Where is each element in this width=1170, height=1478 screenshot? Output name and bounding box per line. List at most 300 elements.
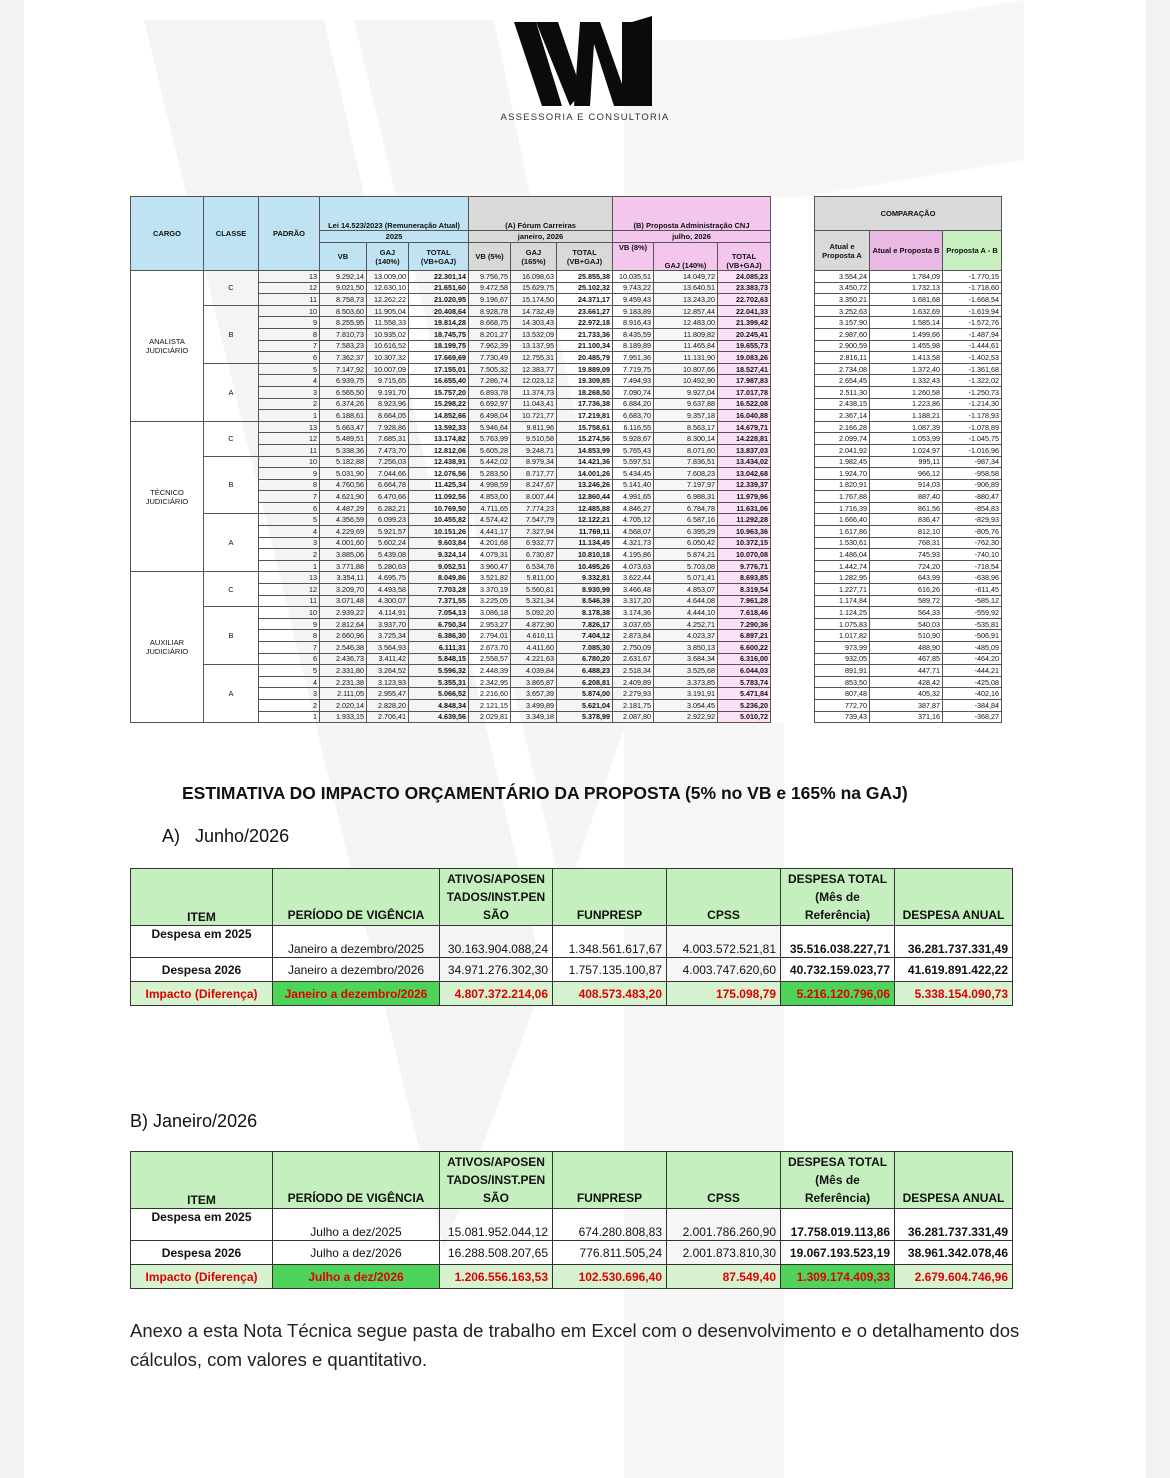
value-cell: 887,40	[870, 491, 943, 503]
table-row	[131, 699, 1002, 711]
padrao-cell: 13	[259, 271, 320, 283]
value-cell: 21.020,95	[409, 294, 469, 306]
budget-periodo-cell: Janeiro a dezembro/2026	[273, 982, 440, 1006]
padrao-cell: 6	[259, 502, 320, 514]
padrao-cell: 12	[259, 584, 320, 596]
value-cell: 1.174,84	[815, 595, 870, 607]
value-cell: 6.780,20	[557, 653, 613, 665]
padrao-cell: 11	[259, 294, 320, 306]
classe-cell: C	[204, 572, 259, 607]
value-cell: 13.009,00	[367, 271, 409, 283]
value-cell: 3.123,93	[367, 676, 409, 688]
value-cell: 5.597,51	[613, 456, 654, 468]
value-cell: 8.071,60	[654, 444, 718, 456]
value-cell: 10.769,50	[409, 502, 469, 514]
value-cell: 18.527,41	[718, 363, 771, 375]
table-row	[131, 642, 1002, 654]
value-cell: 4.872,90	[511, 618, 557, 630]
padrao-cell: 11	[259, 595, 320, 607]
value-cell: 12.485,88	[557, 502, 613, 514]
table-row	[131, 711, 1002, 723]
value-cell: 12.076,56	[409, 468, 469, 480]
value-cell: 10.007,09	[367, 363, 409, 375]
value-cell: 11.131,90	[654, 352, 718, 364]
value-cell: 6.893,78	[469, 386, 511, 398]
header-funpresp: FUNPRESP	[553, 1152, 667, 1209]
value-cell: 7.371,55	[409, 595, 469, 607]
header-cnj-date: julho, 2026	[613, 231, 771, 243]
value-cell: 6.470,66	[367, 491, 409, 503]
table-row	[131, 584, 1002, 596]
value-cell: 13.837,03	[718, 444, 771, 456]
padrao-cell: 9	[259, 468, 320, 480]
classe-cell: A	[204, 514, 259, 572]
value-cell: 1.260,58	[870, 386, 943, 398]
value-cell: 836,47	[870, 514, 943, 526]
value-cell: 5.280,63	[367, 560, 409, 572]
value-cell: 4.411,60	[511, 642, 557, 654]
value-cell: 4.356,59	[320, 514, 367, 526]
value-cell: -1.619,94	[943, 305, 1002, 317]
budget-ativos-cell: 34.971.276.302,30	[440, 958, 553, 982]
value-cell: 7.719,75	[613, 363, 654, 375]
value-cell: 12.857,44	[654, 305, 718, 317]
value-cell: 4.229,69	[320, 526, 367, 538]
value-cell: 10.035,51	[613, 271, 654, 283]
value-cell: 1.982,45	[815, 456, 870, 468]
value-cell: 21.733,36	[557, 328, 613, 340]
value-cell: 1.933,15	[320, 711, 367, 723]
table-row	[131, 328, 1002, 340]
value-cell: 3.191,91	[654, 688, 718, 700]
value-cell: 1.223,86	[870, 398, 943, 410]
value-cell: 5.066,52	[409, 688, 469, 700]
value-cell: 6.099,23	[367, 514, 409, 526]
value-cell: 8.717,77	[511, 468, 557, 480]
value-cell: 932,05	[815, 653, 870, 665]
budget-row	[131, 1241, 1013, 1265]
value-cell: 5.378,99	[557, 711, 613, 723]
padrao-cell: 3	[259, 537, 320, 549]
value-cell: 1.499,66	[870, 328, 943, 340]
value-cell: 13.532,09	[511, 328, 557, 340]
value-cell: -762,30	[943, 537, 1002, 549]
value-cell: 966,12	[870, 468, 943, 480]
table-row	[131, 294, 1002, 306]
value-cell: 1.455,98	[870, 340, 943, 352]
value-cell: 3.865,87	[511, 676, 557, 688]
value-cell: 467,85	[870, 653, 943, 665]
table-row	[131, 282, 1002, 294]
value-cell: 2.546,38	[320, 642, 367, 654]
value-cell: 3.657,39	[511, 688, 557, 700]
value-cell: 13.243,20	[654, 294, 718, 306]
value-cell: 15.758,61	[557, 421, 613, 433]
value-cell: 7.730,49	[469, 352, 511, 364]
value-cell: 8.923,96	[367, 398, 409, 410]
value-cell: 4.695,75	[367, 572, 409, 584]
value-cell: 3.354,11	[320, 572, 367, 584]
value-cell: 510,90	[870, 630, 943, 642]
budget-ativos-cell: 15.081.952.044,12	[440, 1209, 553, 1241]
value-cell: 4.853,00	[469, 491, 511, 503]
value-cell: -425,08	[943, 676, 1002, 688]
value-cell: 1.075,83	[815, 618, 870, 630]
value-cell: 6.664,78	[367, 479, 409, 491]
value-cell: 6.374,26	[320, 398, 367, 410]
value-cell: -1.322,02	[943, 375, 1002, 387]
value-cell: 6.750,34	[409, 618, 469, 630]
value-cell: 8.563,17	[654, 421, 718, 433]
value-cell: 3.564,93	[367, 642, 409, 654]
value-cell: 5.031,90	[320, 468, 367, 480]
value-cell: 11.043,41	[511, 398, 557, 410]
value-cell: 7.085,30	[557, 642, 613, 654]
value-cell: 3.225,05	[469, 595, 511, 607]
value-cell: 16.522,08	[718, 398, 771, 410]
padrao-cell: 1	[259, 560, 320, 572]
table-row	[131, 271, 1002, 283]
budget-funpresp-cell: 776.811.505,24	[553, 1241, 667, 1265]
table-row	[131, 479, 1002, 491]
value-cell: 11.769,11	[557, 526, 613, 538]
value-cell: -854,83	[943, 502, 1002, 514]
value-cell: -1.444,61	[943, 340, 1002, 352]
value-cell: 540,03	[870, 618, 943, 630]
header-item: ITEM	[131, 1152, 273, 1209]
value-cell: -1.016,96	[943, 444, 1002, 456]
budget-funpresp-cell: 408.573.483,20	[553, 982, 667, 1006]
table-row	[131, 676, 1002, 688]
value-cell: -829,93	[943, 514, 1002, 526]
value-cell: 5.602,24	[367, 537, 409, 549]
value-cell: 10.616,52	[367, 340, 409, 352]
value-cell: 488,90	[870, 642, 943, 654]
padrao-cell: 6	[259, 653, 320, 665]
value-cell: 2.020,14	[320, 699, 367, 711]
table-row	[131, 421, 1002, 433]
value-cell: 7.290,36	[718, 618, 771, 630]
value-cell: -1.668,54	[943, 294, 1002, 306]
table-row	[131, 630, 1002, 642]
value-cell: 5.811,00	[511, 572, 557, 584]
value-cell: 739,43	[815, 711, 870, 723]
budget-total-cell: 19.067.193.523,19	[781, 1241, 895, 1265]
value-cell: 2.409,89	[613, 676, 654, 688]
value-cell: 2.438,15	[815, 398, 870, 410]
value-cell: 9.637,88	[654, 398, 718, 410]
padrao-cell: 6	[259, 352, 320, 364]
value-cell: 11.092,56	[409, 491, 469, 503]
classe-cell: A	[204, 363, 259, 421]
header-ativos: ATIVOS/APOSENTADOS/INST.PENSÃO	[440, 1152, 553, 1209]
padrao-cell: 8	[259, 630, 320, 642]
value-cell: 8.758,73	[320, 294, 367, 306]
value-cell: 5.489,51	[320, 433, 367, 445]
value-cell: 14.303,43	[511, 317, 557, 329]
value-cell: 4.252,71	[654, 618, 718, 630]
value-cell: 4.991,65	[613, 491, 654, 503]
value-cell: 6.316,00	[718, 653, 771, 665]
value-cell: 6.208,81	[557, 676, 613, 688]
value-cell: 22.301,14	[409, 271, 469, 283]
padrao-cell: 9	[259, 317, 320, 329]
value-cell: 2.231,38	[320, 676, 367, 688]
value-cell: 2.812,64	[320, 618, 367, 630]
value-cell: 1.188,21	[870, 410, 943, 422]
padrao-cell: 1	[259, 410, 320, 422]
value-cell: 8.930,99	[557, 584, 613, 596]
value-cell: 807,48	[815, 688, 870, 700]
value-cell: 14.049,72	[654, 271, 718, 283]
table-row	[131, 560, 1002, 572]
value-cell: 3.264,52	[367, 665, 409, 677]
value-cell: 6.784,78	[654, 502, 718, 514]
value-cell: -1.045,75	[943, 433, 1002, 445]
value-cell: 2.511,30	[815, 386, 870, 398]
value-cell: 7.505,32	[469, 363, 511, 375]
padrao-cell: 11	[259, 444, 320, 456]
table-row	[131, 317, 1002, 329]
value-cell: 5.763,99	[469, 433, 511, 445]
value-cell: 4.705,12	[613, 514, 654, 526]
value-cell: 4.300,07	[367, 595, 409, 607]
value-cell: 18.199,75	[409, 340, 469, 352]
budget-cpss-cell: 175.098,79	[667, 982, 781, 1006]
estimate-heading: ESTIMATIVA DO IMPACTO ORÇAMENTÁRIO DA PROPOSTA (5% no VB e 165% na GAJ)	[182, 783, 908, 803]
budget-cpss-cell: 87.549,40	[667, 1265, 781, 1289]
value-cell: 2.706,41	[367, 711, 409, 723]
value-cell: 24.085,23	[718, 271, 771, 283]
value-cell: 1.666,40	[815, 514, 870, 526]
budget-periodo-cell: Janeiro a dezembro/2026	[273, 958, 440, 982]
table-row	[131, 618, 1002, 630]
table-row	[131, 444, 1002, 456]
value-cell: 1.413,58	[870, 352, 943, 364]
budget-item-cell: Impacto (Diferença)	[131, 1265, 273, 1289]
value-cell: 9.776,71	[718, 560, 771, 572]
value-cell: 17.219,81	[557, 410, 613, 422]
value-cell: 2.342,95	[469, 676, 511, 688]
value-cell: 3.771,88	[320, 560, 367, 572]
budget-anual-cell: 41.619.891.422,22	[895, 958, 1013, 982]
padrao-cell: 12	[259, 282, 320, 294]
value-cell: 8.979,34	[511, 456, 557, 468]
value-cell: 7.583,23	[320, 340, 367, 352]
value-cell: 7.473,70	[367, 444, 409, 456]
value-cell: 7.044,66	[367, 468, 409, 480]
value-cell: 6.683,70	[613, 410, 654, 422]
value-cell: 9.357,18	[654, 410, 718, 422]
budget-periodo-cell: Julho a dez/2025	[273, 1209, 440, 1241]
budget-total-cell: 5.216.120.796,06	[781, 982, 895, 1006]
value-cell: 914,03	[870, 479, 943, 491]
value-cell: 6.386,30	[409, 630, 469, 642]
value-cell: 387,87	[870, 699, 943, 711]
value-cell: 2.631,67	[613, 653, 654, 665]
value-cell: -1.718,60	[943, 282, 1002, 294]
value-cell: 8.916,43	[613, 317, 654, 329]
value-cell: 22.041,33	[718, 305, 771, 317]
value-cell: 5.338,36	[320, 444, 367, 456]
table-row	[131, 375, 1002, 387]
table-row	[131, 688, 1002, 700]
budget-header-row	[131, 1152, 1013, 1209]
value-cell: 12.383,77	[511, 363, 557, 375]
classe-cell: B	[204, 305, 259, 363]
value-cell: 6.498,04	[469, 410, 511, 422]
value-cell: 11.558,33	[367, 317, 409, 329]
value-cell: 4.001,60	[320, 537, 367, 549]
padrao-cell: 10	[259, 607, 320, 619]
value-cell: 2.099,74	[815, 433, 870, 445]
value-cell: 8.201,27	[469, 328, 511, 340]
value-cell: -585,12	[943, 595, 1002, 607]
value-cell: 2.794,01	[469, 630, 511, 642]
table-row	[131, 352, 1002, 364]
padrao-cell: 4	[259, 526, 320, 538]
value-cell: 2.367,14	[815, 410, 870, 422]
value-cell: 5.946,64	[469, 421, 511, 433]
closing-paragraph: Anexo a esta Nota Técnica segue pasta de trabalho em Excel com o desenvolvimento e o detalhamento dos cálculos, com valores e quantitativo.	[130, 1320, 1020, 1370]
value-cell: 7.327,94	[511, 526, 557, 538]
value-cell: 15.629,75	[511, 282, 557, 294]
value-cell: 1.820,91	[815, 479, 870, 491]
padrao-cell: 2	[259, 549, 320, 561]
budget-row	[131, 1265, 1013, 1289]
header-periodo: PERÍODO DE VIGÊNCIA	[273, 869, 440, 926]
value-cell: 19.889,09	[557, 363, 613, 375]
value-cell: -535,81	[943, 618, 1002, 630]
budget-row	[131, 982, 1013, 1006]
value-cell: 5.783,74	[718, 676, 771, 688]
value-cell: 5.141,40	[613, 479, 654, 491]
value-cell: 6.600,22	[718, 642, 771, 654]
value-cell: 18.268,50	[557, 386, 613, 398]
value-cell: 10.070,08	[718, 549, 771, 561]
value-cell: 5.442,02	[469, 456, 511, 468]
section-b-title: B) Janeiro/2026	[130, 1111, 258, 1131]
value-cell: 6.932,77	[511, 537, 557, 549]
padrao-cell: 4	[259, 375, 320, 387]
value-cell: 2.121,15	[469, 699, 511, 711]
value-cell: 16.040,88	[718, 410, 771, 422]
value-cell: 11.134,45	[557, 537, 613, 549]
value-cell: 1.732,13	[870, 282, 943, 294]
value-cell: 8.007,44	[511, 491, 557, 503]
value-cell: -444,21	[943, 665, 1002, 677]
header-proposta-cnj: (B) Proposta Administração CNJ	[613, 197, 771, 231]
value-cell: 5.560,81	[511, 584, 557, 596]
value-cell: 9.332,81	[557, 572, 613, 584]
padrao-cell: 5	[259, 665, 320, 677]
value-cell: 23.661,27	[557, 305, 613, 317]
value-cell: 643,99	[870, 572, 943, 584]
value-cell: 7.362,37	[320, 352, 367, 364]
value-cell: 11.631,06	[718, 502, 771, 514]
value-cell: 10.807,66	[654, 363, 718, 375]
value-cell: 10.307,32	[367, 352, 409, 364]
value-cell: 3.086,18	[469, 607, 511, 619]
value-cell: 6.050,42	[654, 537, 718, 549]
header-total-b: TOTAL (VB+GAJ)	[718, 243, 771, 271]
value-cell: -987,34	[943, 456, 1002, 468]
value-cell: 5.765,43	[613, 444, 654, 456]
value-cell: 4.848,34	[409, 699, 469, 711]
header-funpresp: FUNPRESP	[553, 869, 667, 926]
header-cargo: CARGO	[131, 197, 204, 271]
value-cell: -368,27	[943, 711, 1002, 723]
header-forum: (A) Fórum Carreiras	[469, 197, 613, 231]
value-cell: 2.181,75	[613, 699, 654, 711]
padrao-cell: 12	[259, 433, 320, 445]
value-cell: 724,20	[870, 560, 943, 572]
value-cell: 11.905,04	[367, 305, 409, 317]
header-periodo: PERÍODO DE VIGÊNCIA	[273, 1152, 440, 1209]
header-atual: Lei 14.523/2023 (Remuneração Atual)	[320, 197, 469, 231]
value-cell: 2.750,09	[613, 642, 654, 654]
value-cell: -464,20	[943, 653, 1002, 665]
budget-anual-cell: 36.281.737.331,49	[895, 926, 1013, 958]
value-cell: 3.054,45	[654, 699, 718, 711]
value-cell: 24.371,17	[557, 294, 613, 306]
value-cell: 8.503,60	[320, 305, 367, 317]
table-row	[131, 456, 1002, 468]
budget-funpresp-cell: 1.348.561.617,67	[553, 926, 667, 958]
value-cell: 10.455,82	[409, 514, 469, 526]
value-cell: 4.711,65	[469, 502, 511, 514]
value-cell: 3.071,48	[320, 595, 367, 607]
budget-total-cell: 17.758.019.113,86	[781, 1209, 895, 1241]
value-cell: 7.962,39	[469, 340, 511, 352]
value-cell: 13.174,82	[409, 433, 469, 445]
value-cell: -638,96	[943, 572, 1002, 584]
value-cell: 2.955,47	[367, 688, 409, 700]
value-cell: 7.951,36	[613, 352, 654, 364]
value-cell: 12.630,10	[367, 282, 409, 294]
value-cell: 4.846,27	[613, 502, 654, 514]
value-cell: 5.663,47	[320, 421, 367, 433]
value-cell: -506,91	[943, 630, 1002, 642]
value-cell: 6.692,97	[469, 398, 511, 410]
budget-anual-cell: 2.679.604.746,96	[895, 1265, 1013, 1289]
cargo-cell: TÉCNICO JUDICIÁRIO	[131, 421, 204, 572]
value-cell: 7.826,17	[557, 618, 613, 630]
header-despesa-total: DESPESA TOTAL (Mês de Referência)	[781, 1152, 895, 1209]
budget-header-row	[131, 869, 1013, 926]
budget-ativos-cell: 16.288.508.207,65	[440, 1241, 553, 1265]
value-cell: 9.811,96	[511, 421, 557, 433]
value-cell: 3.252,63	[815, 305, 870, 317]
value-cell: 2.654,45	[815, 375, 870, 387]
table-row	[131, 526, 1002, 538]
value-cell: 9.459,43	[613, 294, 654, 306]
value-cell: 5.596,32	[409, 665, 469, 677]
value-cell: 12.023,12	[511, 375, 557, 387]
value-cell: 6.897,21	[718, 630, 771, 642]
value-cell: 2.518,34	[613, 665, 654, 677]
section-a-title: A) Junho/2026	[162, 826, 290, 846]
value-cell: 8.189,89	[613, 340, 654, 352]
value-cell: 9.248,71	[511, 444, 557, 456]
value-cell: -718,54	[943, 560, 1002, 572]
value-cell: 2.436,73	[320, 653, 367, 665]
value-cell: 7.618,46	[718, 607, 771, 619]
value-cell: 7.928,86	[367, 421, 409, 433]
value-cell: 15.298,22	[409, 398, 469, 410]
table-row	[131, 514, 1002, 526]
padrao-cell: 1	[259, 711, 320, 723]
